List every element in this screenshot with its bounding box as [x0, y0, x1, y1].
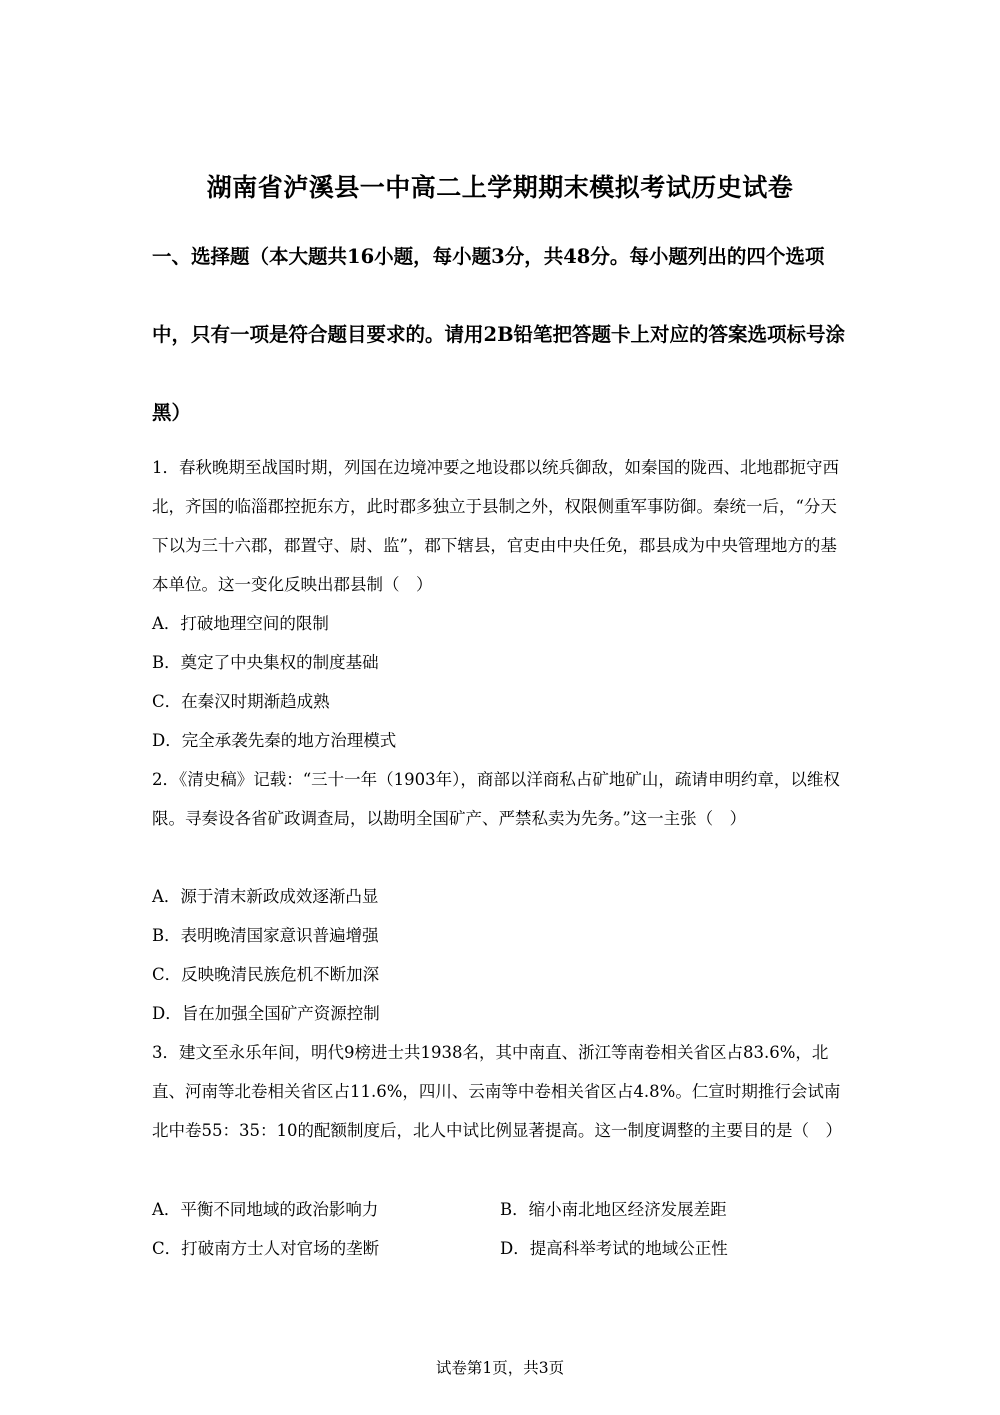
question-2-option-a: A．源于清末新政成效逐渐凸显: [152, 887, 379, 906]
question-1-option-d: D．完全承袭先秦的地方治理模式: [152, 731, 397, 750]
question-2-option-d: D．旨在加强全国矿产资源控制: [152, 1004, 380, 1023]
question-2-stem: 2．《清史稿》记载：“三十一年（1903年），商部以洋商私占矿地矿山，疏请申明约章，以维权限。寻奏设各省矿政调查局，以勘明全国矿产、严禁私卖为先务。”这一主张（ ）: [152, 770, 840, 828]
question-1-option-c: C．在秦汉时期渐趋成熟: [152, 692, 330, 711]
question-1-option-b: B．奠定了中央集权的制度基础: [152, 653, 379, 672]
section-heading: 一、选择题（本大题共16小题，每小题3分，共48分。每小题列出的四个选项中，只有一项是符合题目要求的。请用2B铅笔把答题卡上对应的答案选项标号涂黑）: [152, 245, 846, 424]
question-2-option-c: C．反映晚清民族危机不断加深: [152, 965, 380, 984]
question-3-option-b: B．缩小南北地区经济发展差距: [500, 1200, 727, 1219]
question-3-option-a: A．平衡不同地域的政治影响力: [152, 1200, 379, 1219]
page-footer: 试卷第1页，共3页: [435, 1359, 565, 1377]
question-3-option-c: C．打破南方士人对官场的垄断: [152, 1239, 380, 1258]
question-3-stem: 3．建文至永乐年间，明代9榜进士共1938名，其中南直、浙江等南卷相关省区占83.6%，北直、河南等北卷相关省区占11.6%，四川、云南等中卷相关省区占4.8%。仁宣时期推行会试南北中卷55：35：10的配额制度后，北人中试比例显著提高。这一制度调整的主要目的是（ ）: [152, 1043, 842, 1140]
exam-title: 湖南省泸溪县一中高二上学期期末模拟考试历史试卷: [206, 173, 794, 202]
question-1-option-a: A．打破地理空间的限制: [152, 614, 329, 633]
question-3-option-d: D．提高科举考试的地域公正性: [500, 1239, 728, 1258]
question-2-option-b: B．表明晚清国家意识普遍增强: [152, 926, 379, 945]
question-1-stem: 1．春秋晚期至战国时期，列国在边境冲要之地设郡以统兵御敌，如秦国的陇西、北地郡扼守西北，齐国的临淄郡控扼东方，此时郡多独立于县制之外，权限侧重军事防御。秦统一后，“分天下以为三十六郡，郡置守、尉、监”，郡下辖县，官吏由中央任免，郡县成为中央管理地方的基本单位。这一变化反映出郡县制（ ）: [152, 458, 839, 594]
